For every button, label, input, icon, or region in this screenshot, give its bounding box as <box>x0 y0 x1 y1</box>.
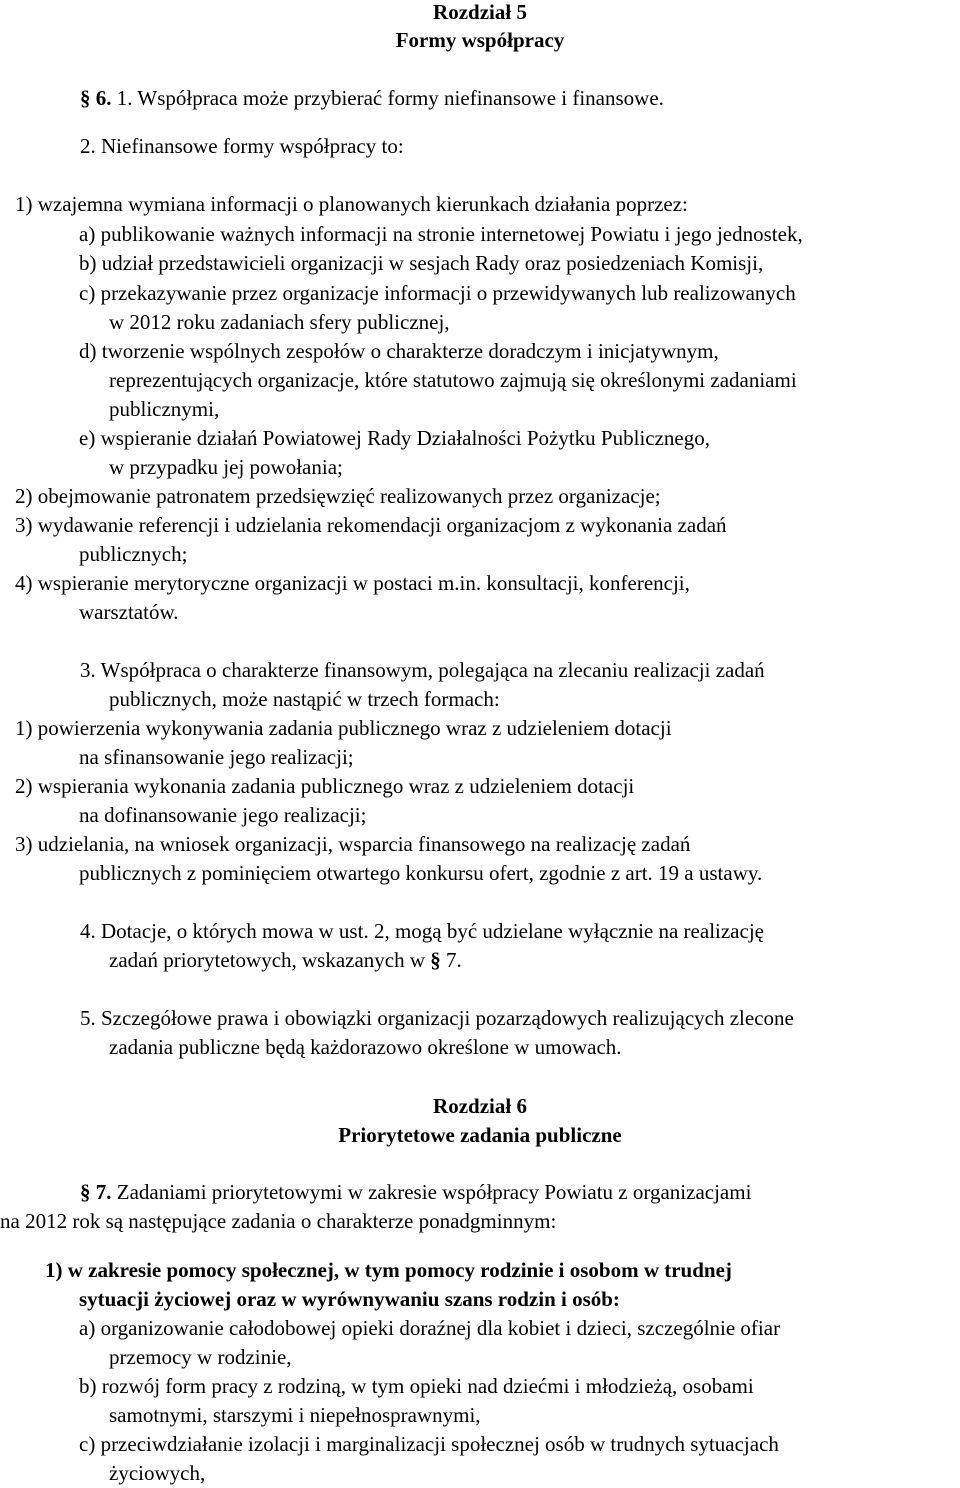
point-5-cont: zadania publiczne będą każdorazowo określone w umowach. <box>109 1035 622 1059</box>
point-2-text: 2. Niefinansowe formy współpracy to: <box>80 134 404 158</box>
priority-heading-1: 1) w zakresie pomocy społecznej, w tym pomocy rodzinie i osobom w trudnej <box>45 1258 732 1282</box>
chapter-5-title: Rozdział 5 <box>433 0 527 24</box>
list-item-1d-cont2: publicznymi, <box>109 397 220 421</box>
list-item-1d: d) tworzenie wspólnych zespołów o charakterze doradczym i inicjatywnym, <box>79 339 719 363</box>
chapter-6-subtitle: Priorytetowe zadania publiczne <box>338 1123 622 1147</box>
paragraph-number: 7. <box>95 1180 112 1204</box>
section-sign: § <box>430 948 441 972</box>
point-1-text: 1. Współpraca może przybierać formy niefinansowe i finansowe. <box>116 86 664 110</box>
paragraph-6-header <box>80 86 664 110</box>
priority-item-b: b) rozwój form pracy z rodziną, w tym opieki nad dziećmi i młodzieżą, osobami <box>79 1374 754 1398</box>
form-item-2-cont: na dofinansowanie jego realizacji; <box>79 803 367 827</box>
list-item-2: 2) obejmowanie patronatem przedsięwzięć realizowanych przez organizacje; <box>15 484 661 508</box>
point-4-text: 4. Dotacje, o których mowa w ust. 2, mogą być udzielane wyłącznie na realizację <box>80 919 764 943</box>
form-item-1: 1) powierzenia wykonywania zadania publicznego wraz z udzieleniem dotacji <box>15 716 672 740</box>
list-item-4: 4) wspieranie merytoryczne organizacji w postaci m.in. konsultacji, konferencji, <box>15 571 690 595</box>
paragraph-7-header <box>80 1180 751 1204</box>
priority-item-c: c) przeciwdziałanie izolacji i marginalizacji społecznej osób w trudnych sytuacjach <box>79 1432 779 1456</box>
paragraph-7-intro-cont: na 2012 rok są następujące zadania o charakterze ponadgminnym: <box>0 1209 557 1233</box>
list-item-3-cont: publicznych; <box>79 542 188 566</box>
point-3-cont: publicznych, może nastąpić w trzech formach: <box>109 687 500 711</box>
chapter-5-subtitle: Formy współpracy <box>395 28 565 52</box>
list-item-1e: e) wspieranie działań Powiatowej Rady Działalności Pożytku Publicznego, <box>79 426 710 450</box>
priority-item-a: a) organizowanie całodobowej opieki doraźnej dla kobiet i dzieci, szczególnie ofiar <box>79 1316 781 1340</box>
form-item-3: 3) udzielania, na wniosek organizacji, wsparcia finansowego na realizację zadań <box>15 832 691 856</box>
paragraph-7-intro: Zadaniami priorytetowymi w zakresie współpracy Powiatu z organizacjami <box>116 1180 752 1204</box>
list-item-1a: a) publikowanie ważnych informacji na stronie internetowej Powiatu i jego jednostek, <box>79 222 803 246</box>
list-item-1c-cont: w 2012 roku zadaniach sfery publicznej, <box>109 310 450 334</box>
priority-heading-1-cont: sytuacji życiowej oraz w wyrównywaniu szans rodzin i osób: <box>79 1287 620 1311</box>
list-item-1c: c) przekazywanie przez organizacje informacji o przewidywanych lub realizowanych <box>79 281 796 305</box>
section-sign: § <box>80 86 91 110</box>
priority-item-b-cont: samotnymi, starszymi i niepełnosprawnymi, <box>109 1403 481 1427</box>
list-item-1: 1) wzajemna wymiana informacji o planowanych kierunkach działania poprzez: <box>15 192 688 216</box>
form-item-1-cont: na sfinansowanie jego realizacji; <box>79 745 354 769</box>
chapter-6-title: Rozdział 6 <box>433 1094 527 1118</box>
form-item-3-cont: publicznych z pominięciem otwartego konkursu ofert, zgodnie z art. 19 a ustawy. <box>79 861 763 885</box>
list-item-4-cont: warsztatów. <box>79 600 179 624</box>
list-item-1d-cont: reprezentujących organizacje, które statutowo zajmują się określonymi zadaniami <box>109 368 797 392</box>
priority-item-a-cont: przemocy w rodzinie, <box>109 1345 292 1369</box>
point-4-cont-text: zadań priorytetowych, wskazanych w <box>109 948 426 972</box>
form-item-2: 2) wspierania wykonania zadania publicznego wraz z udzieleniem dotacji <box>15 774 635 798</box>
list-item-1e-cont: w przypadku jej powołania; <box>109 455 343 479</box>
priority-item-c-cont: życiowych, <box>109 1461 206 1485</box>
section-sign: § <box>80 1180 91 1204</box>
point-4-reference: 7. <box>446 948 462 972</box>
point-4-cont <box>109 948 462 972</box>
point-3-text: 3. Współpraca o charakterze finansowym, polegająca na zlecaniu realizacji zadań <box>80 658 765 682</box>
list-item-3: 3) wydawanie referencji i udzielania rekomendacji organizacjom z wykonania zadań <box>15 513 727 537</box>
paragraph-number: 6. <box>95 86 112 110</box>
list-item-1b: b) udział przedstawicieli organizacji w sesjach Rady oraz posiedzeniach Komisji, <box>79 251 764 275</box>
point-5-text: 5. Szczegółowe prawa i obowiązki organizacji pozarządowych realizujących zlecone <box>80 1006 794 1030</box>
